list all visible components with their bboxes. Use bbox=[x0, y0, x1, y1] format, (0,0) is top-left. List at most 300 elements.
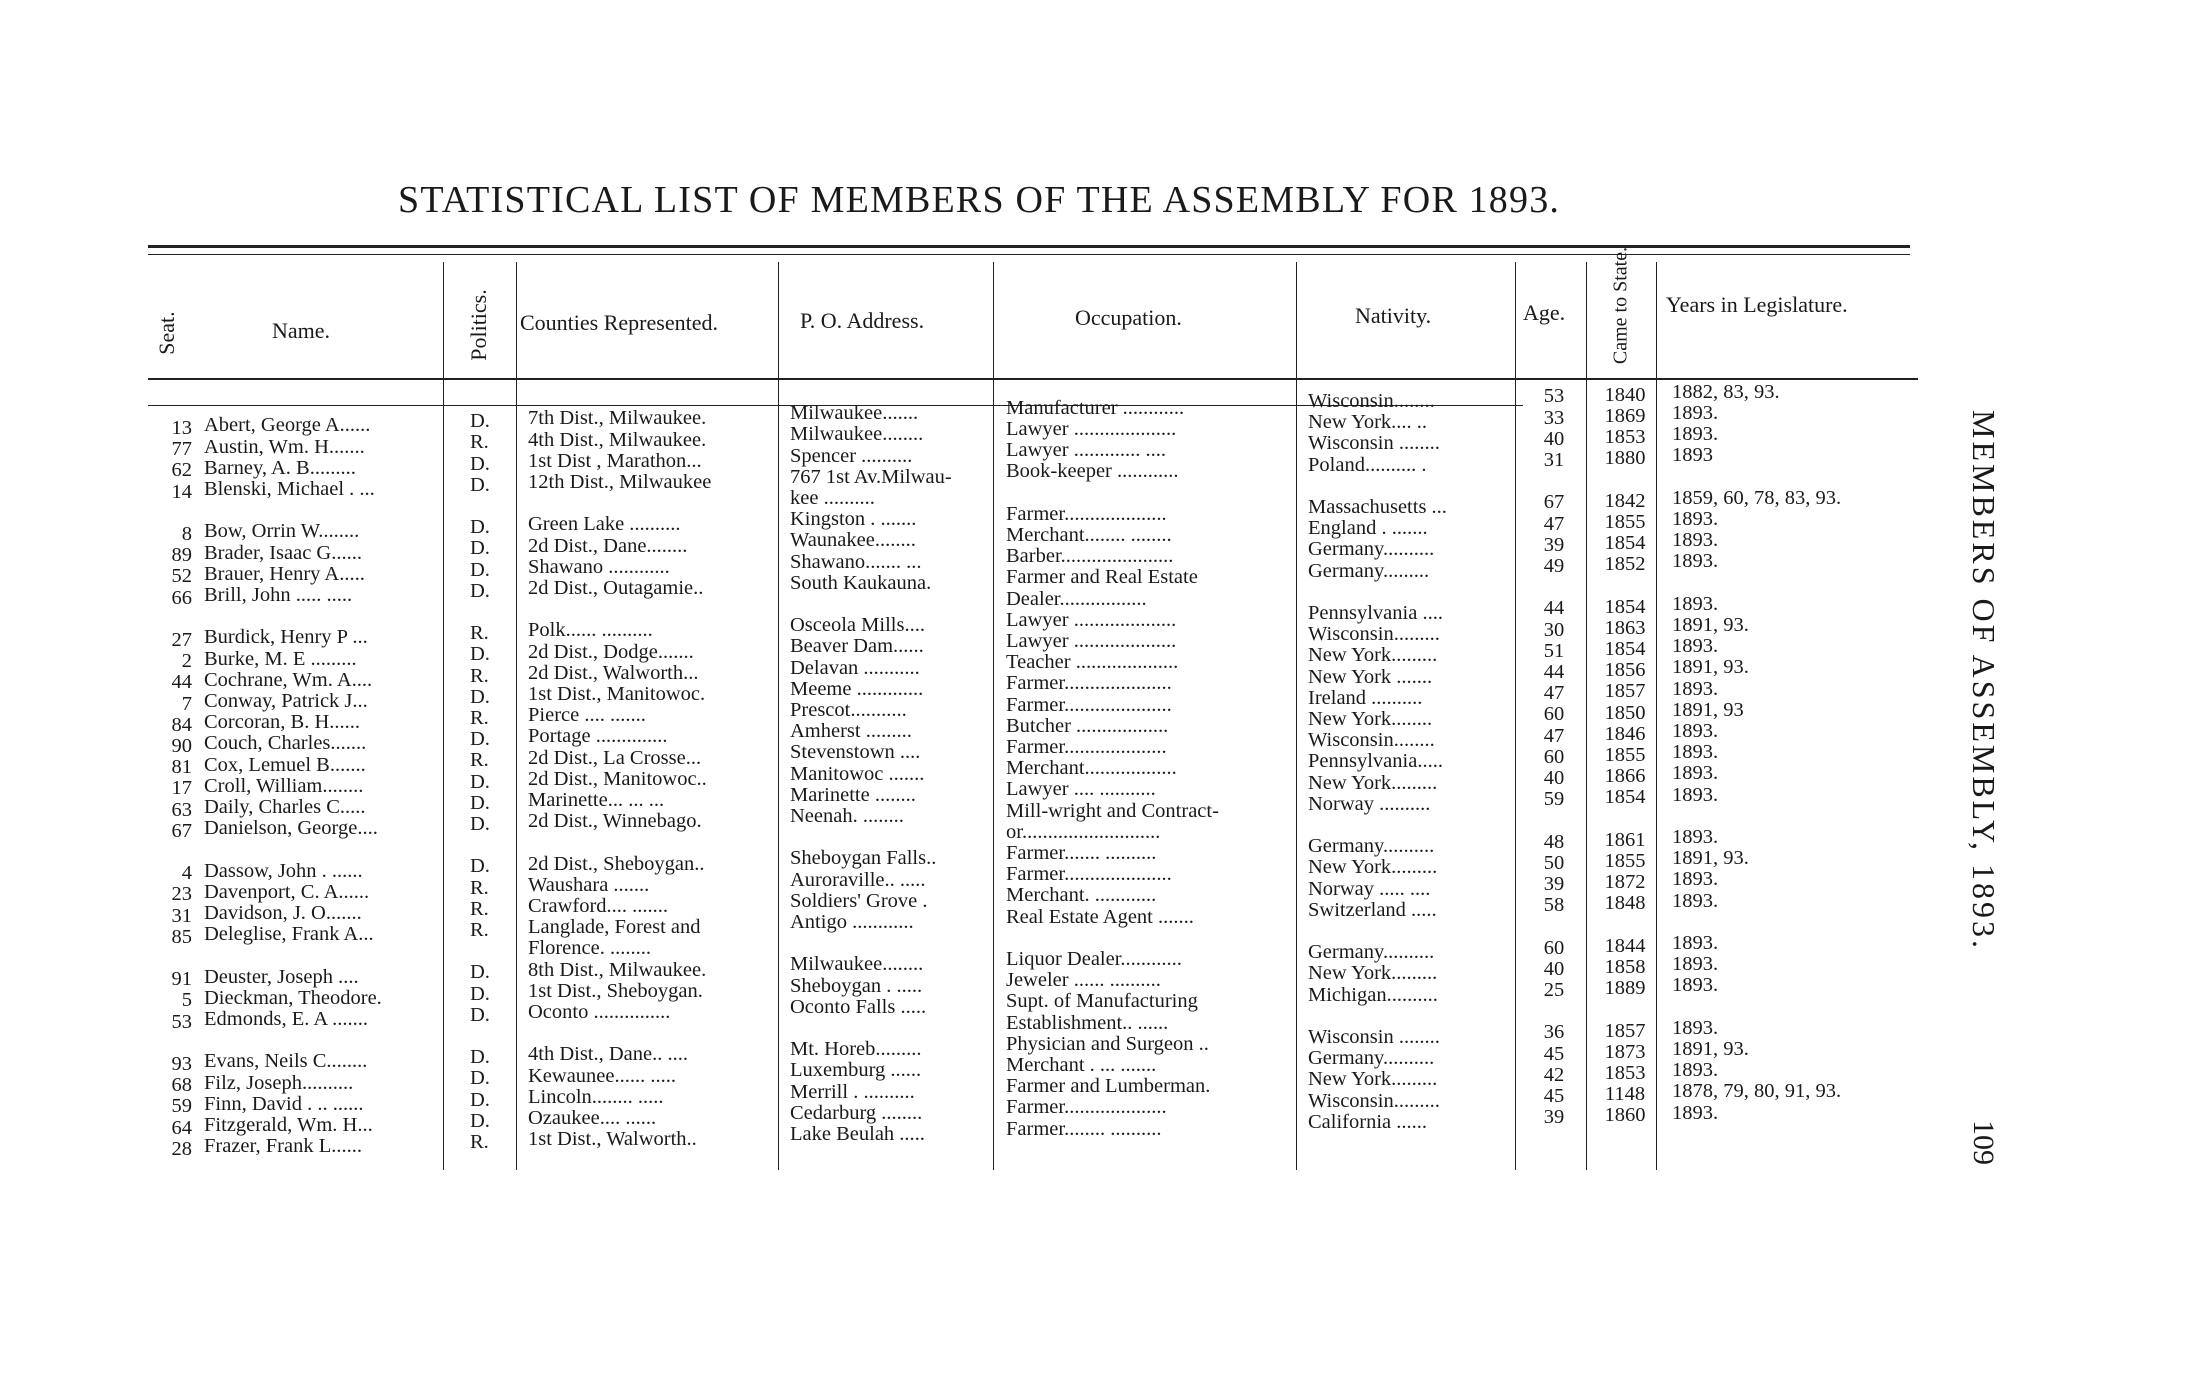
cell-nat: Wisconsin......... bbox=[1308, 624, 1440, 646]
cell-seat: 27 bbox=[171, 630, 192, 651]
cell-occ: Farmer.................... bbox=[1006, 503, 1167, 525]
cell-years: 1893 bbox=[1672, 445, 1713, 467]
cell-years: 1893. bbox=[1672, 763, 1719, 785]
cell-po: Milwaukee........ bbox=[790, 424, 924, 446]
cell-age: 39 bbox=[1543, 874, 1565, 896]
cell-seat: 14 bbox=[171, 481, 192, 503]
cell-came: 1842 bbox=[1604, 490, 1646, 512]
cell-seat: 63 bbox=[171, 799, 192, 821]
cell-occ: Supt. of Manufacturing bbox=[1006, 991, 1198, 1013]
cell-years: 1893. bbox=[1672, 1017, 1719, 1039]
cell-came: 1857 bbox=[1604, 681, 1646, 703]
cell-occ: Merchant . ... ....... bbox=[1006, 1054, 1157, 1076]
cell-county: 2d Dist., Outagamie.. bbox=[528, 578, 704, 600]
cell-po: Osceola Mills.... bbox=[790, 615, 925, 637]
cell-pol: D. bbox=[470, 411, 490, 433]
cell-pol: D. bbox=[470, 517, 490, 539]
cell-came: 1866 bbox=[1604, 766, 1646, 788]
cell-county: Lincoln........ ..... bbox=[528, 1086, 664, 1108]
cell-years: 1893. bbox=[1672, 402, 1719, 424]
cell-occ: Merchant........ ........ bbox=[1006, 524, 1172, 546]
cell-po: Amherst ......... bbox=[790, 721, 912, 743]
cell-nat: Germany.......... bbox=[1308, 836, 1435, 858]
cell-seat: 91 bbox=[171, 969, 192, 991]
cell-pol: D. bbox=[470, 644, 490, 666]
cell-po: Sheboygan Falls.. bbox=[790, 848, 937, 870]
cell-nat: Wisconsin ........ bbox=[1308, 1027, 1440, 1049]
cell-county: 2d Dist., Manitowoc.. bbox=[528, 768, 707, 790]
cell-occ: Farmer..................... bbox=[1006, 673, 1172, 695]
cell-came: 1846 bbox=[1604, 723, 1646, 745]
cell-age: 58 bbox=[1543, 895, 1565, 917]
cell-years: 1893. bbox=[1672, 826, 1719, 848]
column-divider bbox=[1586, 262, 1587, 1170]
cell-came: 1840 bbox=[1604, 384, 1646, 406]
cell-po: Milwaukee........ bbox=[790, 954, 924, 976]
cell-came: 1873 bbox=[1604, 1041, 1646, 1063]
cell-occ: Manufacturer ............ bbox=[1006, 397, 1185, 419]
cell-nat: Germany.......... bbox=[1308, 1048, 1435, 1070]
header-nativity: Nativity. bbox=[1355, 303, 1432, 328]
page-title: STATISTICAL LIST OF MEMBERS OF THE ASSEMBLY FOR 1893. bbox=[398, 179, 1561, 221]
top-rule-2 bbox=[148, 254, 1910, 255]
cell-occ: Farmer and Lumberman. bbox=[1006, 1076, 1211, 1098]
cell-pol: D. bbox=[470, 1110, 490, 1132]
cell-seat: 17 bbox=[171, 778, 192, 800]
header-po: P. O. Address. bbox=[800, 308, 925, 333]
cell-age: 44 bbox=[1543, 598, 1565, 620]
cell-occ: Physician and Surgeon .. bbox=[1006, 1033, 1209, 1055]
side-running-title: MEMBERS OF ASSEMBLY, 1893. bbox=[1966, 410, 2002, 951]
cell-seat: 90 bbox=[171, 736, 192, 757]
cell-occ: Establishment.. ...... bbox=[1006, 1012, 1169, 1034]
cell-county: 2d Dist., Sheboygan.. bbox=[528, 853, 705, 875]
cell-came: 1854 bbox=[1604, 787, 1646, 809]
cell-county: Portage .............. bbox=[528, 726, 668, 748]
top-rule bbox=[148, 245, 1910, 248]
cell-pol: D. bbox=[470, 1004, 490, 1026]
cell-nat: Germany......... bbox=[1308, 560, 1430, 582]
cell-age: 25 bbox=[1543, 980, 1565, 1002]
cell-age: 47 bbox=[1543, 683, 1565, 705]
cell-came: 1889 bbox=[1604, 978, 1646, 1000]
cell-years: 1893. bbox=[1672, 593, 1719, 615]
cell-nat: Ireland .......... bbox=[1308, 687, 1423, 709]
cell-po: Kingston . ....... bbox=[790, 509, 917, 531]
cell-nat: Wisconsin ........ bbox=[1308, 433, 1440, 455]
header-counties: Counties Represented. bbox=[520, 310, 718, 335]
cell-came: 1850 bbox=[1604, 702, 1646, 724]
cell-age: 44 bbox=[1543, 662, 1565, 684]
cell-occ: Mill-wright and Contract- bbox=[1006, 800, 1219, 822]
cell-seat: 28 bbox=[171, 1138, 192, 1160]
cell-county: Marinette... ... ... bbox=[528, 790, 665, 812]
cell-name: Burdick, Henry P ... bbox=[204, 627, 368, 649]
cell-pol: D. bbox=[470, 580, 490, 602]
header-came-to-state: Came to State. bbox=[1609, 246, 1632, 365]
cell-years: 1893. bbox=[1672, 890, 1719, 912]
cell-name: Cochrane, Wm. A.... bbox=[204, 669, 373, 691]
cell-years: 1893. bbox=[1672, 975, 1719, 997]
cell-county: 4th Dist., Milwaukee. bbox=[528, 429, 707, 451]
cell-seat: 89 bbox=[171, 545, 192, 567]
cell-county: 7th Dist., Milwaukee. bbox=[528, 408, 707, 430]
cell-years: 1893. bbox=[1672, 954, 1719, 976]
cell-county: 2d Dist., Dane........ bbox=[528, 535, 688, 557]
cell-occ: Jeweler ...... .......... bbox=[1006, 970, 1161, 992]
cell-po: kee .......... bbox=[790, 488, 875, 510]
cell-po: Waunakee........ bbox=[790, 530, 916, 552]
column-divider bbox=[1656, 262, 1657, 1170]
cell-occ: Farmer.................... bbox=[1006, 736, 1167, 758]
cell-came: 1853 bbox=[1604, 1063, 1646, 1085]
cell-years: 1893. bbox=[1672, 742, 1719, 764]
cell-name: Austin, Wm. H....... bbox=[204, 436, 365, 458]
cell-seat: 66 bbox=[171, 587, 192, 609]
cell-po: Auroraville.. ..... bbox=[790, 869, 926, 891]
cell-occ: Book-keeper ............ bbox=[1006, 461, 1179, 483]
cell-po: Luxemburg ...... bbox=[790, 1060, 922, 1082]
cell-name: Abert, George A...... bbox=[204, 415, 371, 437]
cell-seat: 23 bbox=[171, 884, 192, 906]
cell-po: Marinette ........ bbox=[790, 784, 916, 806]
cell-po: Sheboygan . ..... bbox=[790, 975, 923, 997]
cell-pol: R. bbox=[470, 707, 489, 729]
cell-seat: 59 bbox=[171, 1096, 192, 1118]
cell-seat: 93 bbox=[171, 1054, 192, 1075]
cell-years: 1893. bbox=[1672, 932, 1719, 954]
cell-nat: Pennsylvania..... bbox=[1308, 751, 1443, 773]
cell-occ: Lawyer .................... bbox=[1006, 609, 1177, 631]
cell-came: 1860 bbox=[1604, 1105, 1646, 1127]
cell-name: Brader, Isaac G...... bbox=[204, 542, 362, 564]
cell-pol: D. bbox=[470, 1089, 490, 1111]
cell-seat: 64 bbox=[171, 1117, 192, 1139]
cell-name: Daily, Charles C..... bbox=[204, 796, 366, 818]
cell-years: 1891, 93. bbox=[1672, 848, 1749, 870]
cell-occ: Dealer................. bbox=[1006, 588, 1147, 610]
cell-seat: 7 bbox=[181, 693, 192, 715]
cell-occ: Lawyer .................... bbox=[1006, 630, 1177, 652]
cell-name: Bow, Orrin W........ bbox=[204, 521, 360, 543]
cell-occ: Lawyer ............. .... bbox=[1006, 440, 1166, 462]
cell-seat: 52 bbox=[171, 566, 192, 588]
cell-seat: 13 bbox=[171, 418, 192, 439]
cell-county: 1st Dist , Marathon... bbox=[528, 450, 702, 472]
cell-came: 1856 bbox=[1604, 660, 1646, 682]
cell-pol: R. bbox=[470, 919, 489, 941]
cell-county: 1st Dist., Manitowoc. bbox=[528, 684, 706, 706]
cell-age: 60 bbox=[1543, 704, 1565, 726]
cell-nat: New York......... bbox=[1308, 645, 1438, 667]
cell-age: 40 bbox=[1543, 428, 1565, 450]
header-years: Years in Legislature. bbox=[1666, 292, 1848, 317]
cell-seat: 8 bbox=[181, 524, 192, 545]
cell-came: 1844 bbox=[1604, 935, 1646, 957]
cell-pol: R. bbox=[470, 1131, 489, 1153]
cell-nat: Switzerland ..... bbox=[1308, 899, 1437, 921]
column-divider bbox=[1296, 262, 1297, 1170]
cell-name: Deuster, Joseph .... bbox=[204, 966, 359, 988]
cell-age: 48 bbox=[1543, 831, 1565, 853]
cell-pol: D. bbox=[470, 559, 490, 581]
header-rule bbox=[148, 378, 1918, 380]
cell-came: 1863 bbox=[1604, 617, 1646, 639]
cell-pol: R. bbox=[470, 432, 489, 454]
cell-county: Ozaukee.... ...... bbox=[528, 1108, 657, 1130]
cell-occ: Lawyer .................... bbox=[1006, 418, 1177, 440]
cell-years: 1891, 93. bbox=[1672, 614, 1749, 636]
cell-po: Antigo ............ bbox=[790, 912, 914, 934]
cell-po: Milwaukee....... bbox=[790, 403, 919, 425]
cell-occ: Barber...................... bbox=[1006, 546, 1174, 568]
cell-occ: Merchant. ............ bbox=[1006, 885, 1157, 907]
cell-county: Oconto ............... bbox=[528, 1002, 671, 1024]
cell-age: 51 bbox=[1543, 640, 1565, 662]
cell-name: Blenski, Michael . ... bbox=[204, 478, 375, 500]
cell-nat: New York......... bbox=[1308, 963, 1438, 985]
cell-po: Neenah. ........ bbox=[790, 806, 904, 828]
cell-pol: D. bbox=[470, 686, 490, 708]
cell-age: 36 bbox=[1543, 1022, 1565, 1044]
cell-age: 67 bbox=[1543, 492, 1565, 514]
cell-nat: Wisconsin........ bbox=[1308, 730, 1435, 752]
cell-age: 40 bbox=[1543, 768, 1565, 790]
cell-name: Brauer, Henry A..... bbox=[204, 563, 365, 585]
cell-nat: Wisconsin......... bbox=[1308, 1090, 1440, 1112]
cell-pol: D. bbox=[470, 453, 490, 475]
cell-nat: Michigan.......... bbox=[1308, 984, 1438, 1006]
cell-occ: Farmer..................... bbox=[1006, 864, 1172, 886]
cell-came: 1872 bbox=[1604, 872, 1646, 894]
cell-seat: 4 bbox=[181, 863, 192, 885]
header-age: Age. bbox=[1523, 300, 1566, 325]
cell-name: Burke, M. E ......... bbox=[204, 648, 357, 670]
cell-came: 1854 bbox=[1604, 639, 1646, 661]
cell-occ: Liquor Dealer............ bbox=[1006, 948, 1182, 970]
cell-county: Waushara ....... bbox=[528, 874, 650, 896]
cell-seat: 5 bbox=[181, 990, 192, 1012]
cell-name: Danielson, George.... bbox=[204, 818, 378, 840]
cell-age: 49 bbox=[1543, 556, 1565, 578]
cell-name: Dassow, John . ...... bbox=[204, 860, 363, 882]
cell-pol: R. bbox=[470, 750, 489, 772]
cell-age: 45 bbox=[1543, 1086, 1565, 1108]
cell-name: Edmonds, E. A ....... bbox=[204, 1008, 369, 1030]
cell-years: 1893. bbox=[1672, 508, 1719, 530]
cell-county: 1st Dist., Sheboygan. bbox=[528, 980, 703, 1002]
cell-name: Finn, David . .. ...... bbox=[204, 1093, 364, 1115]
cell-came: 1855 bbox=[1604, 851, 1646, 873]
cell-po: Soldiers' Grove . bbox=[790, 890, 928, 912]
cell-county: 2d Dist., Dodge....... bbox=[528, 641, 694, 663]
cell-nat: Wisconsin........ bbox=[1308, 391, 1435, 413]
cell-po: Spencer .......... bbox=[790, 445, 913, 467]
cell-occ: Farmer.................... bbox=[1006, 1097, 1167, 1119]
cell-pol: D. bbox=[470, 1047, 490, 1069]
cell-po: 767 1st Av.Milwau- bbox=[790, 466, 952, 488]
cell-county: 8th Dist., Milwaukee. bbox=[528, 959, 707, 981]
cell-pol: D. bbox=[470, 538, 490, 560]
cell-years: 1893. bbox=[1672, 424, 1719, 446]
cell-name: Couch, Charles....... bbox=[204, 733, 367, 755]
cell-county: 12th Dist., Milwaukee bbox=[528, 472, 712, 494]
cell-pol: R. bbox=[470, 665, 489, 687]
cell-seat: 68 bbox=[171, 1075, 192, 1097]
cell-occ: Teacher .................... bbox=[1006, 652, 1179, 674]
cell-county: Polk...... .......... bbox=[528, 620, 653, 642]
cell-years: 1891, 93. bbox=[1672, 1038, 1749, 1060]
cell-name: Deleglise, Frank A... bbox=[204, 924, 374, 946]
page-number: 109 bbox=[1967, 1120, 2000, 1165]
cell-seat: 77 bbox=[171, 439, 192, 461]
header-occupation: Occupation. bbox=[1075, 305, 1182, 330]
cell-occ: or........................... bbox=[1006, 821, 1161, 843]
cell-age: 39 bbox=[1543, 534, 1565, 556]
cell-nat: Germany.......... bbox=[1308, 539, 1435, 561]
cell-years: 1893. bbox=[1672, 1102, 1719, 1124]
cell-po: Manitowoc ....... bbox=[790, 763, 925, 785]
cell-nat: Norway ..... .... bbox=[1308, 878, 1431, 900]
cell-came: 1848 bbox=[1604, 893, 1646, 915]
cell-pol: D. bbox=[470, 1068, 490, 1090]
cell-nat: England . ....... bbox=[1308, 518, 1428, 540]
cell-seat: 84 bbox=[171, 714, 192, 736]
cell-pol: D. bbox=[470, 729, 490, 751]
cell-county: 2d Dist., Walworth... bbox=[528, 662, 699, 684]
cell-county: 1st Dist., Walworth.. bbox=[528, 1129, 697, 1151]
cell-age: 31 bbox=[1543, 450, 1565, 472]
cell-age: 40 bbox=[1543, 958, 1565, 980]
cell-years: 1893. bbox=[1672, 551, 1719, 573]
cell-came: 1869 bbox=[1604, 405, 1646, 427]
cell-came: 1854 bbox=[1604, 533, 1646, 555]
header-name: Name. bbox=[272, 318, 331, 343]
cell-age: 50 bbox=[1543, 852, 1565, 874]
cell-seat: 62 bbox=[171, 460, 192, 482]
cell-county: 4th Dist., Dane.. .... bbox=[528, 1044, 688, 1066]
cell-age: 47 bbox=[1543, 513, 1565, 535]
cell-name: Dieckman, Theodore. bbox=[204, 987, 382, 1009]
cell-age: 42 bbox=[1543, 1064, 1565, 1086]
cell-years: 1891, 93. bbox=[1672, 657, 1749, 679]
cell-pol: D. bbox=[470, 962, 490, 984]
cell-came: 1880 bbox=[1604, 448, 1646, 470]
cell-po: Lake Beulah ..... bbox=[790, 1124, 925, 1146]
cell-years: 1893. bbox=[1672, 869, 1719, 891]
cell-name: Corcoran, B. H...... bbox=[204, 712, 361, 734]
cell-county: Crawford.... ....... bbox=[528, 896, 669, 918]
cell-nat: New York........ bbox=[1308, 709, 1433, 731]
cell-age: 45 bbox=[1543, 1043, 1565, 1065]
cell-came: 1857 bbox=[1604, 1020, 1646, 1042]
cell-seat: 44 bbox=[171, 672, 192, 694]
cell-po: Merrill . .......... bbox=[790, 1081, 915, 1103]
cell-name: Davenport, C. A...... bbox=[204, 881, 370, 903]
cell-county: 2d Dist., La Crosse... bbox=[528, 747, 702, 769]
cell-po: Cedarburg ........ bbox=[790, 1102, 923, 1124]
cell-nat: Massachusetts ... bbox=[1308, 497, 1447, 519]
cell-po: Delavan ........... bbox=[790, 657, 920, 679]
cell-name: Fitzgerald, Wm. H... bbox=[204, 1114, 373, 1136]
cell-age: 39 bbox=[1543, 1107, 1565, 1129]
cell-name: Evans, Neils C........ bbox=[204, 1051, 368, 1073]
cell-seat: 2 bbox=[181, 651, 192, 673]
cell-came: 1852 bbox=[1604, 554, 1646, 576]
cell-county: Florence. ........ bbox=[528, 938, 651, 960]
cell-po: Beaver Dam...... bbox=[790, 636, 924, 658]
cell-age: 59 bbox=[1543, 789, 1565, 811]
cell-name: Filz, Joseph.......... bbox=[204, 1072, 354, 1094]
cell-came: 1855 bbox=[1604, 745, 1646, 767]
cell-nat: Poland.......... . bbox=[1308, 454, 1427, 476]
cell-nat: Pennsylvania .... bbox=[1308, 603, 1443, 625]
cell-occ: Farmer and Real Estate bbox=[1006, 567, 1198, 589]
cell-county: 2d Dist., Winnebago. bbox=[528, 811, 702, 833]
cell-years: 1893. bbox=[1672, 678, 1719, 700]
cell-name: Conway, Patrick J... bbox=[204, 690, 368, 712]
column-divider bbox=[516, 262, 517, 1170]
cell-po: Meeme ............. bbox=[790, 678, 924, 700]
cell-county: Kewaunee...... ..... bbox=[528, 1065, 677, 1087]
cell-seat: 67 bbox=[171, 820, 192, 842]
cell-county: Green Lake .......... bbox=[528, 514, 681, 536]
header-seat: Seat. bbox=[154, 311, 179, 355]
cell-po: Mt. Horeb......... bbox=[790, 1039, 922, 1061]
cell-occ: Farmer........ .......... bbox=[1006, 1118, 1162, 1140]
cell-nat: New York......... bbox=[1308, 857, 1438, 879]
cell-occ: Lawyer .... ........... bbox=[1006, 779, 1156, 801]
cell-came: 1854 bbox=[1604, 596, 1646, 618]
cell-came: 1853 bbox=[1604, 427, 1646, 449]
cell-age: 33 bbox=[1543, 407, 1565, 429]
cell-po: Stevenstown .... bbox=[790, 742, 921, 764]
column-divider bbox=[993, 262, 994, 1170]
cell-county: Pierce .... ....... bbox=[528, 705, 646, 727]
cell-name: Croll, William........ bbox=[204, 775, 364, 797]
cell-seat: 81 bbox=[171, 757, 192, 779]
cell-pol: D. bbox=[470, 771, 490, 793]
cell-occ: Farmer....... .......... bbox=[1006, 842, 1157, 864]
cell-age: 60 bbox=[1543, 746, 1565, 768]
cell-years: 1891, 93 bbox=[1672, 699, 1744, 721]
cell-came: 1855 bbox=[1604, 511, 1646, 533]
cell-seat: 53 bbox=[171, 1011, 192, 1033]
cell-nat: New York......... bbox=[1308, 772, 1438, 794]
cell-pol: D. bbox=[470, 983, 490, 1005]
cell-age: 60 bbox=[1543, 937, 1565, 959]
cell-occ: Merchant.................. bbox=[1006, 758, 1177, 780]
cell-years: 1859, 60, 78, 83, 93. bbox=[1672, 487, 1842, 509]
cell-name: Frazer, Frank L...... bbox=[204, 1136, 363, 1158]
cell-years: 1893. bbox=[1672, 530, 1719, 552]
cell-age: 47 bbox=[1543, 725, 1565, 747]
cell-occ: Butcher .................. bbox=[1006, 715, 1169, 737]
cell-pol: D. bbox=[470, 856, 490, 878]
cell-name: Cox, Lemuel B....... bbox=[204, 754, 366, 776]
cell-years: 1878, 79, 80, 91, 93. bbox=[1672, 1081, 1842, 1103]
cell-pol: D. bbox=[470, 813, 490, 835]
cell-age: 30 bbox=[1543, 619, 1565, 641]
header-politics: Politics. bbox=[466, 289, 491, 361]
cell-seat: 85 bbox=[171, 926, 192, 948]
cell-pol: D. bbox=[470, 474, 490, 496]
cell-years: 1893. bbox=[1672, 636, 1719, 658]
cell-seat: 31 bbox=[171, 905, 192, 927]
cell-occ: Farmer..................... bbox=[1006, 694, 1172, 716]
cell-came: 1148 bbox=[1604, 1084, 1646, 1106]
cell-nat: Norway .......... bbox=[1308, 793, 1431, 815]
